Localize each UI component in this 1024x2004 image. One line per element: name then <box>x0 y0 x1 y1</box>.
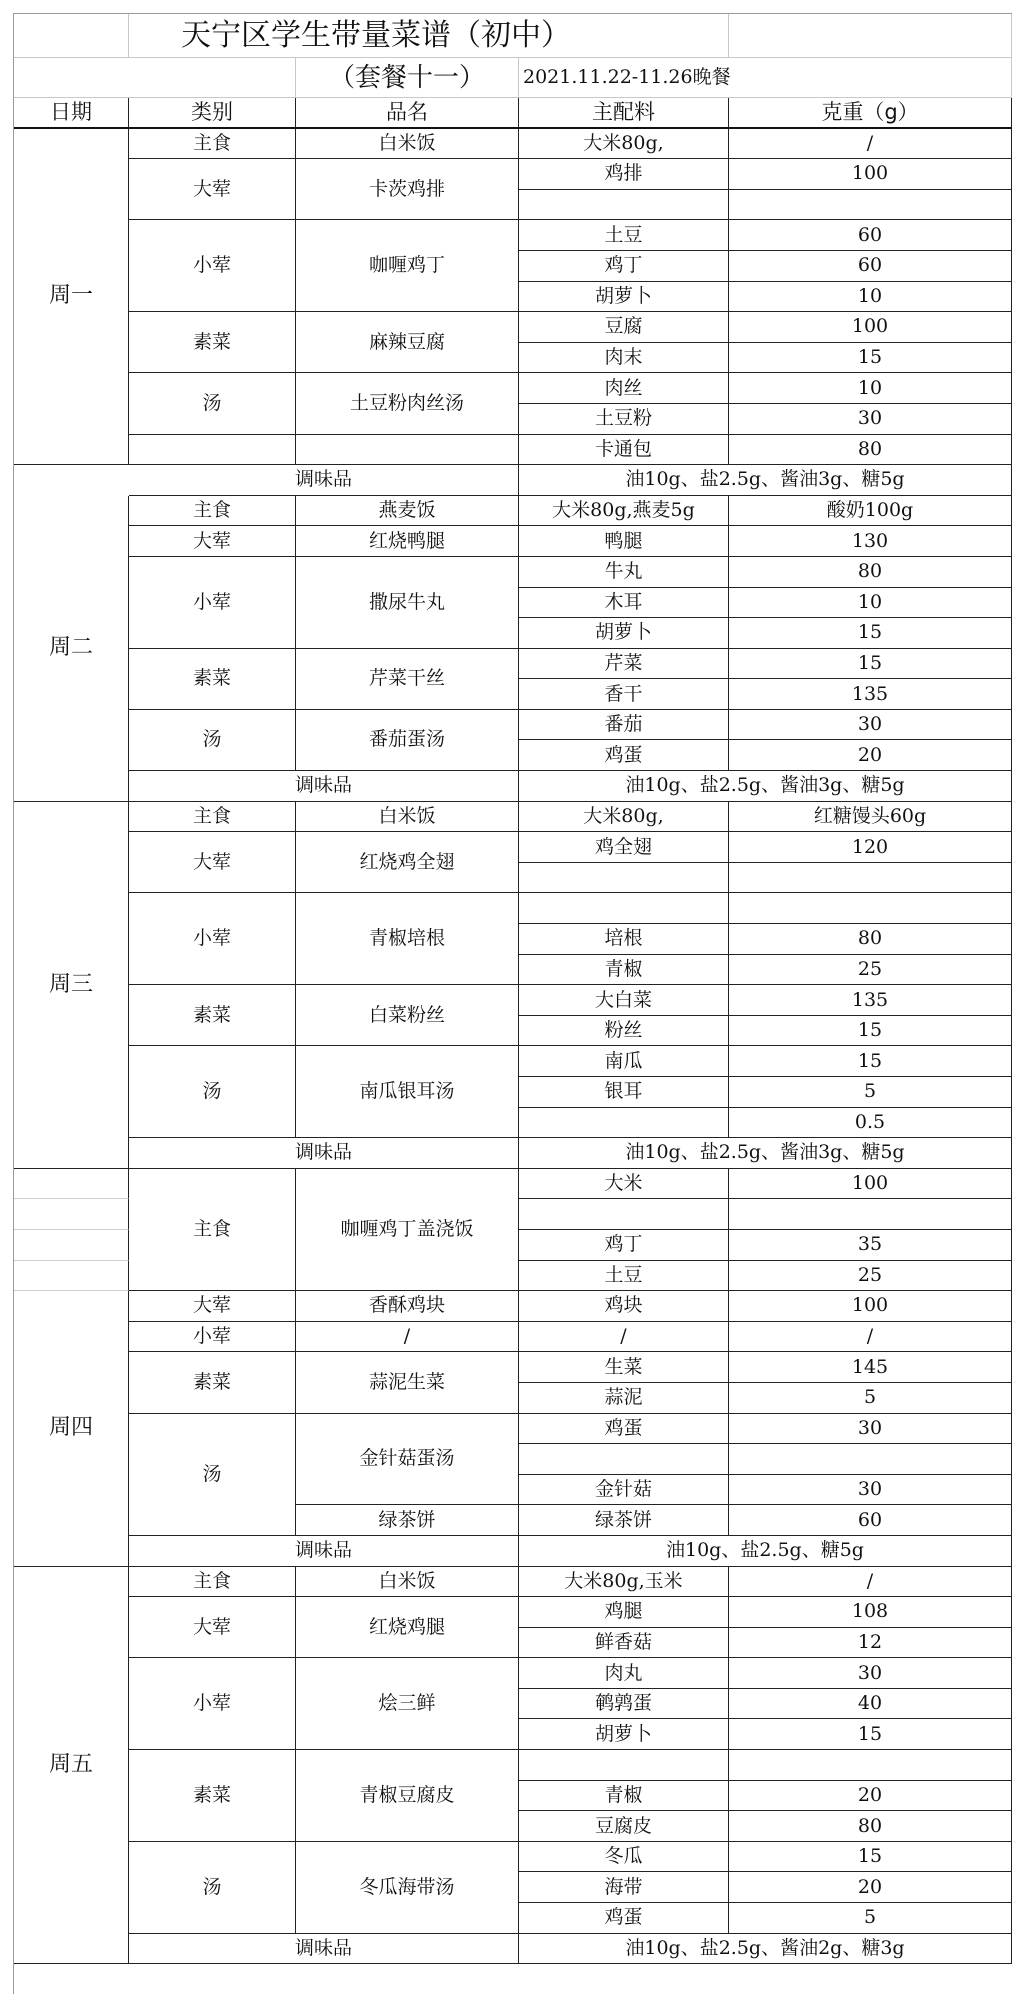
weight-cell: 100 <box>729 1291 1012 1322</box>
category-cell: 大荤 <box>129 526 296 557</box>
category-cell: 小荤 <box>129 893 296 985</box>
ingredient-cell: 金针菇 <box>519 1475 729 1506</box>
dish-cell: 番茄蛋汤 <box>296 710 519 771</box>
ingredient-cell: 豆腐皮 <box>519 1811 729 1842</box>
ingredient-cell: 鸡丁 <box>519 1230 729 1261</box>
weight-cell: 130 <box>729 526 1012 557</box>
weight-cell: 10 <box>729 373 1012 404</box>
dish-cell: 绿茶饼 <box>296 1505 519 1536</box>
page-subtitle: （套餐十一） <box>296 58 519 98</box>
dish-cell: 芹菜干丝 <box>296 649 519 710</box>
ingredient-cell: 木耳 <box>519 588 729 619</box>
weight-cell: 5 <box>729 1383 1012 1414</box>
weight-cell: 15 <box>729 1842 1012 1873</box>
dish-cell: 咖喱鸡丁盖浇饭 <box>296 1169 519 1291</box>
weight-cell: 20 <box>729 1781 1012 1812</box>
ingredient-cell: 鸡全翅 <box>519 832 729 863</box>
day-spacer-cell <box>14 1169 129 1200</box>
seasoning-label: 调味品 <box>129 1138 519 1169</box>
weight-cell: 100 <box>729 1169 1012 1200</box>
category-cell: 素菜 <box>129 649 296 710</box>
ingredient-cell: 绿茶饼 <box>519 1505 729 1536</box>
weight-cell: / <box>729 1567 1012 1598</box>
weight-cell: 60 <box>729 220 1012 251</box>
weight-cell: 30 <box>729 1475 1012 1506</box>
empty-cell <box>729 1444 1012 1475</box>
seasoning-label: 调味品 <box>129 771 519 802</box>
weight-cell: 20 <box>729 740 1012 771</box>
dish-cell: 麻辣豆腐 <box>296 312 519 373</box>
seasoning-value: 油10g、盐2.5g、糖5g <box>519 1536 1012 1567</box>
ingredient-cell: 胡萝卜 <box>519 1719 729 1750</box>
ingredient-cell: 冬瓜 <box>519 1842 729 1873</box>
ingredient-cell: / <box>519 1322 729 1353</box>
ingredient-cell: 肉丝 <box>519 373 729 404</box>
empty-cell <box>519 1444 729 1475</box>
weight-cell: 80 <box>729 557 1012 588</box>
day-label-thu: 周四 <box>14 1291 129 1566</box>
empty-cell <box>519 1108 729 1139</box>
dish-cell: 金针菇蛋汤 <box>296 1414 519 1506</box>
header-date: 日期 <box>14 98 129 129</box>
category-cell: 素菜 <box>129 1750 296 1842</box>
ingredient-cell: 香干 <box>519 679 729 710</box>
day-label-wed: 周三 <box>14 802 129 1169</box>
weight-cell: 25 <box>729 955 1012 986</box>
ingredient-cell: 海带 <box>519 1872 729 1903</box>
weight-cell: 5 <box>729 1903 1012 1934</box>
weight-cell: 15 <box>729 1046 1012 1077</box>
category-cell: 主食 <box>129 1169 296 1291</box>
seasoning-label: 调味品 <box>129 465 519 496</box>
weight-cell: 15 <box>729 1719 1012 1750</box>
page-title: 天宁区学生带量菜谱（初中） <box>129 14 729 58</box>
weight-cell: 100 <box>729 159 1012 190</box>
weight-cell: 135 <box>729 985 1012 1016</box>
dish-cell: 青椒豆腐皮 <box>296 1750 519 1842</box>
ingredient-cell: 肉末 <box>519 343 729 374</box>
ingredient-cell: 鲜香菇 <box>519 1628 729 1659</box>
dish-cell: 冬瓜海带汤 <box>296 1842 519 1934</box>
day-label-mon: 周一 <box>14 129 129 466</box>
empty-cell <box>129 435 296 466</box>
dish-cell: 红烧鸭腿 <box>296 526 519 557</box>
weight-cell: 30 <box>729 1414 1012 1445</box>
weight-cell: 30 <box>729 710 1012 741</box>
weight-cell: 60 <box>729 1505 1012 1536</box>
category-cell: 汤 <box>129 1414 296 1536</box>
header-weight: 克重（g） <box>729 98 1012 129</box>
ingredient-cell: 粉丝 <box>519 1016 729 1047</box>
weight-cell: 35 <box>729 1230 1012 1261</box>
ingredient-cell: 土豆 <box>519 1261 729 1292</box>
weight-cell: 酸奶100g <box>729 496 1012 527</box>
ingredient-cell: 大白菜 <box>519 985 729 1016</box>
weight-cell: 100 <box>729 312 1012 343</box>
header-dish: 品名 <box>296 98 519 129</box>
weight-cell: 10 <box>729 282 1012 313</box>
weight-cell: 15 <box>729 1016 1012 1047</box>
category-cell: 大荤 <box>129 1291 296 1322</box>
empty-cell <box>519 1199 729 1230</box>
category-cell: 小荤 <box>129 220 296 312</box>
empty-cell <box>729 1750 1012 1781</box>
category-cell: 大荤 <box>129 1597 296 1658</box>
ingredient-cell: 鸡排 <box>519 159 729 190</box>
category-cell: 大荤 <box>129 159 296 220</box>
weight-cell: 120 <box>729 832 1012 863</box>
dish-cell: 燕麦饭 <box>296 496 519 527</box>
weight-cell: 15 <box>729 343 1012 374</box>
day-spacer-cell <box>14 1261 129 1292</box>
ingredient-cell: 鸭腿 <box>519 526 729 557</box>
ingredient-cell: 大米80g,燕麦5g <box>519 496 729 527</box>
header-category: 类别 <box>129 98 296 129</box>
category-cell: 素菜 <box>129 1352 296 1413</box>
weight-cell: 20 <box>729 1872 1012 1903</box>
weight-cell: 12 <box>729 1628 1012 1659</box>
dish-cell: 卡茨鸡排 <box>296 159 519 220</box>
weight-cell: 60 <box>729 251 1012 282</box>
ingredient-cell: 蒜泥 <box>519 1383 729 1414</box>
title-blank-cell <box>14 14 129 58</box>
ingredient-cell: 鸡蛋 <box>519 1414 729 1445</box>
weight-cell: 30 <box>729 1658 1012 1689</box>
ingredient-cell: 土豆粉 <box>519 404 729 435</box>
dish-cell: 土豆粉肉丝汤 <box>296 373 519 434</box>
ingredient-cell: 培根 <box>519 924 729 955</box>
ingredient-cell: 鸡丁 <box>519 251 729 282</box>
dish-cell: 香酥鸡块 <box>296 1291 519 1322</box>
category-cell: 汤 <box>129 1046 296 1138</box>
category-cell: 汤 <box>129 710 296 771</box>
dish-cell: 咖喱鸡丁 <box>296 220 519 312</box>
ingredient-cell: 大米80g,玉米 <box>519 1567 729 1598</box>
weight-cell: 145 <box>729 1352 1012 1383</box>
ingredient-cell: 芹菜 <box>519 649 729 680</box>
weight-cell: 135 <box>729 679 1012 710</box>
ingredient-cell: 鸡腿 <box>519 1597 729 1628</box>
category-cell: 主食 <box>129 496 296 527</box>
category-cell: 素菜 <box>129 985 296 1046</box>
category-cell: 素菜 <box>129 312 296 373</box>
ingredient-cell: 银耳 <box>519 1077 729 1108</box>
ingredient-cell: 鹌鹑蛋 <box>519 1689 729 1720</box>
subtitle-blank-cell <box>14 58 296 98</box>
weight-cell: 红糖馒头60g <box>729 802 1012 833</box>
dish-cell: / <box>296 1322 519 1353</box>
category-cell: 小荤 <box>129 1658 296 1750</box>
ingredient-cell: 生菜 <box>519 1352 729 1383</box>
dish-cell: 烩三鲜 <box>296 1658 519 1750</box>
ingredient-cell: 卡通包 <box>519 435 729 466</box>
seasoning-label: 调味品 <box>129 1536 519 1567</box>
weight-cell: 0.5 <box>729 1108 1012 1139</box>
weight-cell: 40 <box>729 1689 1012 1720</box>
empty-cell <box>519 863 729 894</box>
ingredient-cell: 肉丸 <box>519 1658 729 1689</box>
ingredient-cell: 鸡块 <box>519 1291 729 1322</box>
category-cell: 汤 <box>129 373 296 434</box>
ingredient-cell: 鸡蛋 <box>519 1903 729 1934</box>
category-cell: 汤 <box>129 1842 296 1934</box>
dish-cell: 撒尿牛丸 <box>296 557 519 649</box>
weight-cell: 80 <box>729 1811 1012 1842</box>
ingredient-cell: 大米80g, <box>519 129 729 160</box>
weight-cell: / <box>729 1322 1012 1353</box>
ingredient-cell: 青椒 <box>519 955 729 986</box>
weight-cell: 30 <box>729 404 1012 435</box>
empty-cell <box>519 190 729 221</box>
title-blank-cell <box>729 14 1012 58</box>
empty-cell <box>729 1199 1012 1230</box>
seasoning-label: 调味品 <box>129 1934 519 1965</box>
ingredient-cell: 番茄 <box>519 710 729 741</box>
ingredient-cell: 南瓜 <box>519 1046 729 1077</box>
day-label-tue: 周二 <box>14 496 129 802</box>
dish-cell: 红烧鸡全翅 <box>296 832 519 893</box>
dish-cell: 白米饭 <box>296 129 519 160</box>
weight-cell: 5 <box>729 1077 1012 1108</box>
category-cell: 主食 <box>129 1567 296 1598</box>
day-spacer-cell <box>14 1199 129 1230</box>
dish-cell: 蒜泥生菜 <box>296 1352 519 1413</box>
ingredient-cell: 牛丸 <box>519 557 729 588</box>
dish-cell: 白米饭 <box>296 802 519 833</box>
category-cell: 主食 <box>129 802 296 833</box>
seasoning-value: 油10g、盐2.5g、酱油2g、糖3g <box>519 1934 1012 1965</box>
ingredient-cell: 大米80g, <box>519 802 729 833</box>
dish-cell: 红烧鸡腿 <box>296 1597 519 1658</box>
empty-cell <box>729 893 1012 924</box>
weight-cell: 25 <box>729 1261 1012 1292</box>
seasoning-value: 油10g、盐2.5g、酱油3g、糖5g <box>519 465 1012 496</box>
dish-cell: 白菜粉丝 <box>296 985 519 1046</box>
category-cell: 小荤 <box>129 557 296 649</box>
empty-cell <box>729 863 1012 894</box>
ingredient-cell: 胡萝卜 <box>519 618 729 649</box>
menu-sheet <box>13 13 1012 1994</box>
category-cell: 主食 <box>129 129 296 160</box>
weight-cell: 80 <box>729 435 1012 466</box>
weight-cell: 15 <box>729 649 1012 680</box>
seasoning-value: 油10g、盐2.5g、酱油3g、糖5g <box>519 771 1012 802</box>
empty-cell <box>296 435 519 466</box>
header-ingredients: 主配料 <box>519 98 729 129</box>
dish-cell: 南瓜银耳汤 <box>296 1046 519 1138</box>
empty-cell <box>519 893 729 924</box>
ingredient-cell: 豆腐 <box>519 312 729 343</box>
ingredient-cell: 大米 <box>519 1169 729 1200</box>
ingredient-cell: 胡萝卜 <box>519 282 729 313</box>
ingredient-cell: 鸡蛋 <box>519 740 729 771</box>
ingredient-cell: 土豆 <box>519 220 729 251</box>
weight-cell: 80 <box>729 924 1012 955</box>
weight-cell: 10 <box>729 588 1012 619</box>
weight-cell: / <box>729 129 1012 160</box>
dish-cell: 白米饭 <box>296 1567 519 1598</box>
empty-cell <box>519 1750 729 1781</box>
day-label-fri: 周五 <box>14 1567 129 1965</box>
weight-cell: 108 <box>729 1597 1012 1628</box>
ingredient-cell: 青椒 <box>519 1781 729 1812</box>
day-spacer-cell <box>14 1230 129 1261</box>
category-cell: 大荤 <box>129 832 296 893</box>
weight-cell: 15 <box>729 618 1012 649</box>
empty-cell <box>729 190 1012 221</box>
date-range: 2021.11.22-11.26晚餐 <box>519 58 1012 98</box>
dish-cell: 青椒培根 <box>296 893 519 985</box>
seasoning-value: 油10g、盐2.5g、酱油3g、糖5g <box>519 1138 1012 1169</box>
category-cell: 小荤 <box>129 1322 296 1353</box>
